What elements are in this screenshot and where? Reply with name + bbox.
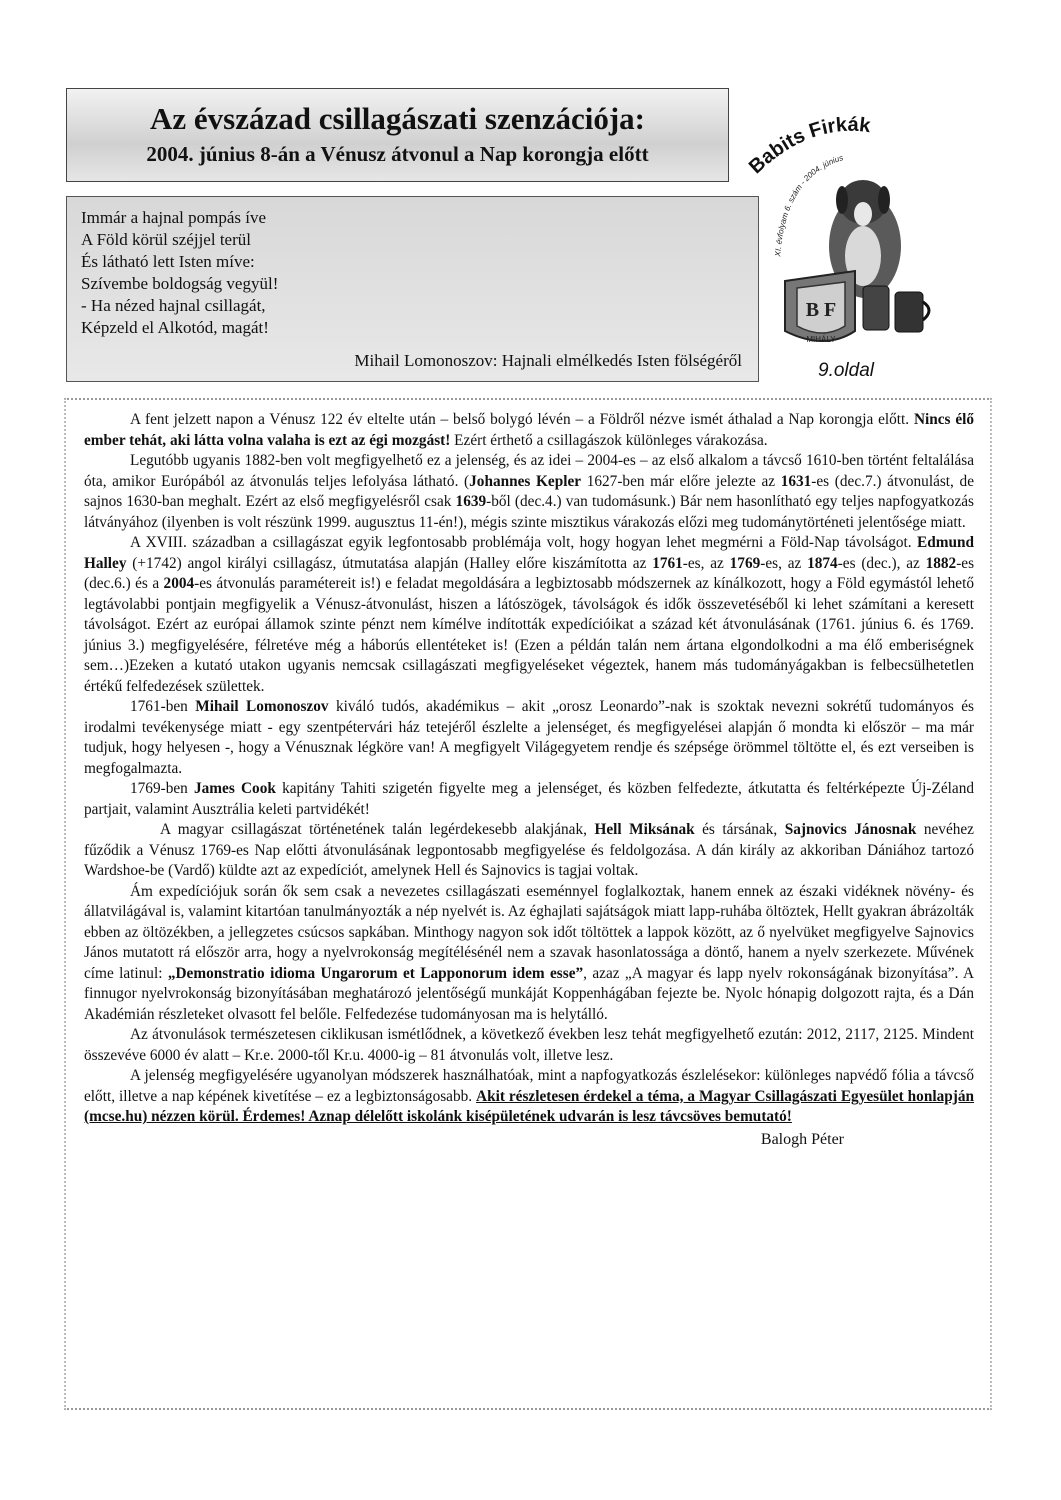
text-run: A magyar csillagászat történetének talán legérdekesebb alakjának,: [160, 821, 595, 838]
text-run: Ám expedíciójuk során ők sem csak a nevezetes csillagászati eseménnyel foglalkoztak, hanem ennek az északi vidéknek növény- és állatvilágával is, valamint kitartóan tanulmányozták a nép nyelvét is. Az éghajlati sajátságok miatt lapp-ruhába öltöztek, Hellt gyakran ábrázolták ebben az öltözékben, a jellegzetes csúcsos sapkában. Minthogy nagyon sok időt töltöttek a lappok között, az ő nyelvüket megfigyelve Sajnovics János mutatott rá először arra, hogy a nyelvrokonság megítélésénél nem a szavak hasonlatossága a döntő, hanem a nyelv szerkezete. Művének címe latinul:: [84, 882, 974, 982]
poem-line: Képzeld el Alkotód, magát!: [81, 318, 269, 337]
bold-text: Nincs élő ember tehát, aki látta volna valaha is ezt az égi mozgást!: [84, 411, 975, 449]
poem-box: [66, 196, 759, 382]
page-title: Az évszázad csillagászati szenzációja:: [149, 101, 645, 136]
text-run: 1627-ben már előre jelezte az: [581, 472, 781, 490]
bold-text: Sajnovics Jánosnak: [784, 821, 917, 838]
bold-text: Akit részletesen érdekel a téma, a Magyar Csillagászati Egyesület honlapján (mcse.hu) nézzen körül. Érdemes! Aznap délelőtt iskolánk kisépületének udvarán is lesz távcsöves bemutató!: [84, 1087, 974, 1125]
article-paragraph: [84, 779, 974, 820]
bold-text: James Cook: [194, 780, 276, 797]
text-run: kapitány Tahiti szigetén figyelte meg a jelenséget, és közben felfedezte, átkutatta és feltérképezte Új-Zéland partjait, valamint Ausztrália keleti partvidékét!: [84, 780, 974, 818]
text-run: , azaz „A magyar és lapp nyelv rokonságának bizonyítása”. A finnugor nyelvrokonság bizonyításában meghatározó jelentőségű munkáját Koppenhágában fejezte be. Nyolc hónapig dolgozott rajta, és a Dán Akadémián részleteket olvasott fel belőle. Felfedezése tudományosan ma is helytálló.: [84, 964, 974, 1023]
text-run: -es átvonulás paramétereit is!) e feladat megoldására a legbiztosabb módszernek az kínálkozott, hogy a Föld egymástól lehető legtávolabbi pontjain megfigyelik a Vénusz-átvonulást, hiszen a látószögek, távolságok és idők összevetéséből ki lehet számítani a keresett távolságot. Ezért az európai államok szinte pénzt nem kímélve indították expedícióikat a század két átvonulásának (1761. június 6. és 1769. június 3.) megfigyelésére, félretéve még a háborús ellentéteket is! (Ezen a példán talán nem ártana elgondolkodni a ma élő emberiségnek sem…)Ezeken a kutató utakon ugyanis nemcsak csillagászati megfigyeléseket végeztek, hanem más tudományágakban is felbecsülhetetlen értékű felfedezések születtek.: [84, 575, 974, 695]
title-box: [66, 88, 729, 182]
text-run: -es (dec.7.) átvonulást, de sajnos 1630-ban meghalt. Ezért az első megfigyelésről csak: [84, 472, 974, 510]
bold-text: „Demonstratio idioma Ungarorum et Lapponorum idem esse”: [167, 964, 584, 982]
article-body: [84, 410, 974, 1150]
bold-text: 1639: [455, 493, 487, 510]
logo-name-word2: Firkák: [806, 113, 872, 143]
text-run: és társának,: [694, 821, 785, 838]
bold-text: Hell Miksának: [594, 821, 695, 838]
text-run: -ből (dec.4.) van tudomásunk.) Bár nem hasonlítható egy teljes napfogyatkozás látványához (ilyenben is volt részünk 1999. augusztus 11-én!), mégis szinte misztikus várakozás előzi meg tudománytörténeti jelentősége miatt.: [84, 493, 974, 531]
text-run: -es (dec.6.) és a: [84, 554, 975, 592]
text-run: 1769-ben: [130, 780, 194, 797]
text-run: nevéhez fűződik a Vénusz 1769-es Nap előtti átvonulásának legpontosabb megfigyelése és feldolgozása. A dán király az akkoriban Dániához tartozó Wardshoe-be (Vardő) küldte azt az expedíciót, amelynek Hell és Sajnovics is tagjai voltak.: [84, 821, 974, 879]
bold-text: Johannes Kepler: [469, 472, 582, 490]
article-paragraph: [84, 697, 974, 779]
article-paragraph: [84, 820, 974, 882]
dog-with-school-badge-icon: [745, 96, 965, 381]
text-run: kiváló tudós, akadémikus – akit „orosz Leonardo”-nak is szoktak nevezni sokrétű tudományos és irodalmi tevékenysége miatt - egy szentpétervári ház tetejéről észlelte a jelenséget, és megfigyelései alapján ő mondta ki először – ma már tudjuk, hogy helyesen -, hogy a Vénusznak légköre van! A megfigyelt Világegyetem rendje és szépsége örömmel töltötte el, és ezt verseiben is megfogalmazta.: [84, 698, 974, 777]
bold-text: 1769: [729, 554, 761, 572]
poem-line: A Föld körül széjjel terül: [81, 230, 251, 249]
poem-author: Mihail Lomonoszov: Hajnali elmélkedés Isten fölségéről: [354, 351, 742, 370]
logo-name-word1: Babits: [745, 124, 809, 179]
text-run: Legutóbb ugyanis 1882-ben volt megfigyelhető ez a jelenség, és az idei – 2004-es – az első alkalom a távcső 1610-ben történt feltalálása óta, amikor Európából az átvonulás teljes lefolyása látható. (: [84, 452, 974, 490]
logo-badge-text: MIHÁLY: [806, 335, 836, 344]
bold-text: 1874: [807, 554, 838, 572]
bold-text: Edmund Halley: [84, 534, 974, 572]
poem-line: Immár a hajnal pompás íve: [81, 208, 267, 227]
article-paragraph: [84, 533, 974, 697]
bold-text: 2004: [163, 575, 195, 592]
poem-line: Szívembe boldogság vegyül!: [81, 274, 279, 293]
bold-text: 1882: [925, 554, 957, 572]
text-run: -es (dec.), az: [837, 554, 926, 572]
poem-line: És látható lett Isten míve:: [81, 252, 255, 271]
text-run: Az átvonulások természetesen ciklikusan ismétlődnek, a következő években lesz tehát megfigyelhető ezután: 2012, 2117, 2125. Mindent összevéve 6000 év alatt – Kr.e. 2000-től Kr.u. 4000-ig – 81 átvonulás volt, illetve lesz.: [84, 1026, 974, 1064]
bold-text: 1631: [780, 472, 812, 490]
bold-text: Mihail Lomonoszov: [195, 698, 329, 715]
bold-text: 1761: [652, 554, 683, 572]
text-run: A XVIII. században a csillagászat egyik legfontosabb problémája volt, hogy hogyan lehet megmérni a Föld-Nap távolságot.: [130, 534, 918, 551]
text-run: (+1742) angol királyi csillagász, útmutatása alapján (Halley előre kiszámította az: [126, 554, 653, 572]
logo-name: [745, 114, 872, 178]
article-paragraph: [84, 1025, 974, 1066]
text-run: 1761-ben: [130, 698, 196, 715]
article-paragraph: [84, 1066, 974, 1128]
poem-line: - Ha nézed hajnal csillagát,: [81, 296, 266, 315]
article-paragraph: [84, 410, 974, 451]
text-run: A fent jelzett napon a Vénusz 122 év eltelte után – belső bolygó lévén – a Földről nézve ismét áthalad a Nap korongja előtt.: [130, 411, 914, 428]
text-run: A jelenség megfigyelésére ugyanolyan módszerek használhatóak, mint a napfogyatkozás észlelésekor: különleges napvédő fólia a távcső előtt, illetve a nap képének kivetítése – ez a legbiztonságosabb.: [84, 1067, 974, 1105]
logo-issue: XI. évfolyam 6. szám - 2004. június: [773, 153, 845, 257]
text-run: Ezért érthető a csillagászok különleges várakozása.: [450, 431, 768, 449]
text-run: -es, az: [760, 554, 808, 572]
page-number: 9.oldal: [818, 360, 874, 381]
page-subtitle: 2004. június 8-án a Vénusz átvonul a Nap korongja előtt: [146, 142, 649, 166]
text-run: -es, az: [682, 554, 730, 572]
article-paragraph: [84, 882, 974, 1026]
author-signature: Balogh Péter: [760, 1130, 844, 1148]
article-paragraph: [84, 451, 974, 533]
logo-badge-letters: B F: [805, 299, 837, 321]
